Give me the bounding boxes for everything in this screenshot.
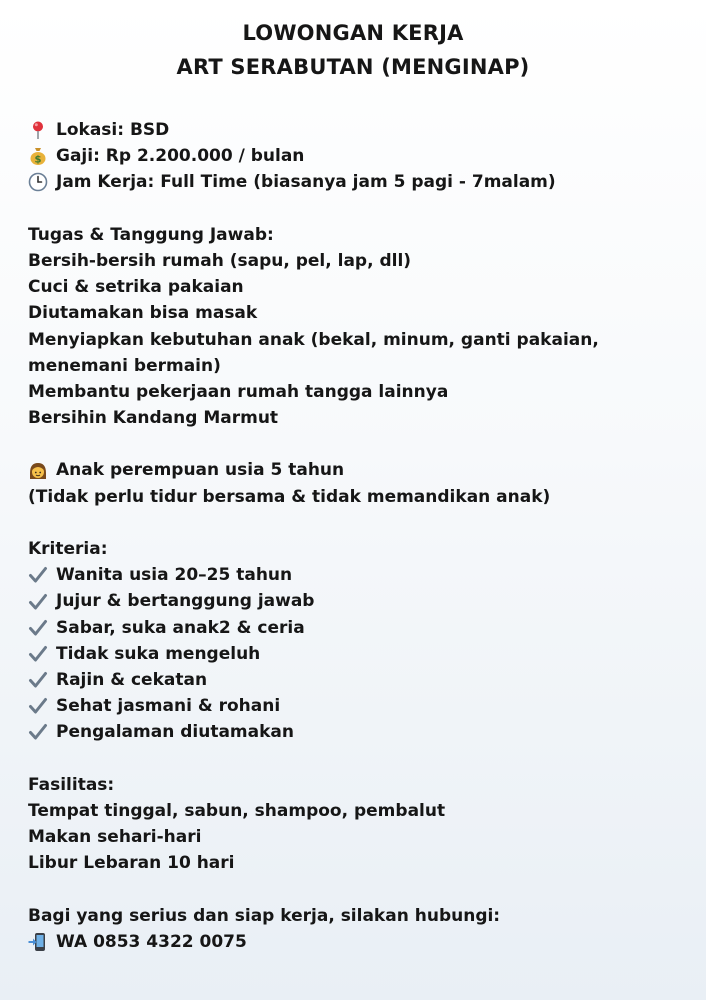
contact-intro: Bagi yang serius dan siap kerja, silakan hubungi: <box>28 905 501 926</box>
check-mark-icon <box>28 618 50 638</box>
criteria-text: Jujur & bertanggung jawab <box>56 591 315 612</box>
check-mark-icon <box>28 644 50 664</box>
location-line <box>28 117 688 143</box>
facility-item: Makan sehari-hari <box>28 827 202 848</box>
criteria-item <box>28 562 688 588</box>
duty-item: Bersih-bersih rumah (sapu, pel, lap, dll) <box>28 250 412 271</box>
duty-item: Diutamakan bisa masak <box>28 303 258 324</box>
duties-heading: Tugas & Tanggung Jawab: <box>28 224 274 245</box>
check-mark-icon <box>28 670 50 690</box>
criteria-text: Wanita usia 20–25 tahun <box>56 565 293 586</box>
check-mark-icon <box>28 696 50 716</box>
duty-item: Bersihin Kandang Marmut <box>28 408 279 429</box>
spacer <box>28 431 688 457</box>
poster-content <box>28 117 688 955</box>
criteria-item <box>28 615 688 641</box>
salary-text: Gaji: Rp 2.200.000 / bulan <box>56 146 305 167</box>
duty-item: Cuci & setrika pakaian <box>28 277 244 298</box>
criteria-text: Tidak suka mengeluh <box>56 643 261 664</box>
criteria-item <box>28 641 688 667</box>
spacer <box>28 196 688 222</box>
whatsapp-line <box>28 929 688 955</box>
criteria-item <box>28 693 688 719</box>
poster-title-line-1: LOWONGAN KERJA <box>242 21 464 45</box>
pushpin-icon <box>28 120 50 140</box>
check-mark-icon <box>28 565 50 585</box>
clock-icon <box>28 172 50 192</box>
criteria-text: Pengalaman diutamakan <box>56 722 294 743</box>
facility-item: Libur Lebaran 10 hari <box>28 853 235 874</box>
poster-title-line-2: ART SERABUTAN (MENGINAP) <box>176 55 530 79</box>
criteria-text: Sehat jasmani & rohani <box>56 696 281 717</box>
check-mark-icon <box>28 722 50 742</box>
child-line <box>28 457 688 483</box>
criteria-heading: Kriteria: <box>28 539 108 560</box>
check-mark-icon <box>28 592 50 612</box>
girl-icon <box>28 461 50 481</box>
criteria-text: Rajin & cekatan <box>56 669 208 690</box>
mobile-phone-arrow-icon <box>28 932 50 952</box>
duty-item: Membantu pekerjaan rumah tangga lainnya <box>28 381 449 402</box>
svg-text:$: $ <box>34 154 42 166</box>
child-text: Anak perempuan usia 5 tahun <box>56 460 345 481</box>
location-text: Lokasi: BSD <box>56 120 170 140</box>
hours-text: Jam Kerja: Full Time (biasanya jam 5 pagi - 7malam) <box>56 172 556 193</box>
criteria-item <box>28 719 688 745</box>
duty-item: Menyiapkan kebutuhan anak (bekal, minum, ganti pakaian, menemani bermain) <box>28 329 599 376</box>
criteria-item <box>28 667 688 693</box>
criteria-text: Sabar, suka anak2 & ceria <box>56 617 305 638</box>
facility-item: Tempat tinggal, sabun, shampoo, pembalut <box>28 800 446 821</box>
spacer <box>28 746 688 772</box>
facilities-heading: Fasilitas: <box>28 774 115 795</box>
spacer <box>28 876 688 902</box>
whatsapp-number[interactable]: WA 0853 4322 0075 <box>56 931 247 952</box>
salary-line <box>28 143 688 169</box>
money-bag-icon <box>28 146 50 166</box>
spacer <box>28 510 688 536</box>
hours-line <box>28 169 688 195</box>
criteria-item <box>28 588 688 614</box>
child-note: (Tidak perlu tidur bersama & tidak memandikan anak) <box>28 486 551 507</box>
